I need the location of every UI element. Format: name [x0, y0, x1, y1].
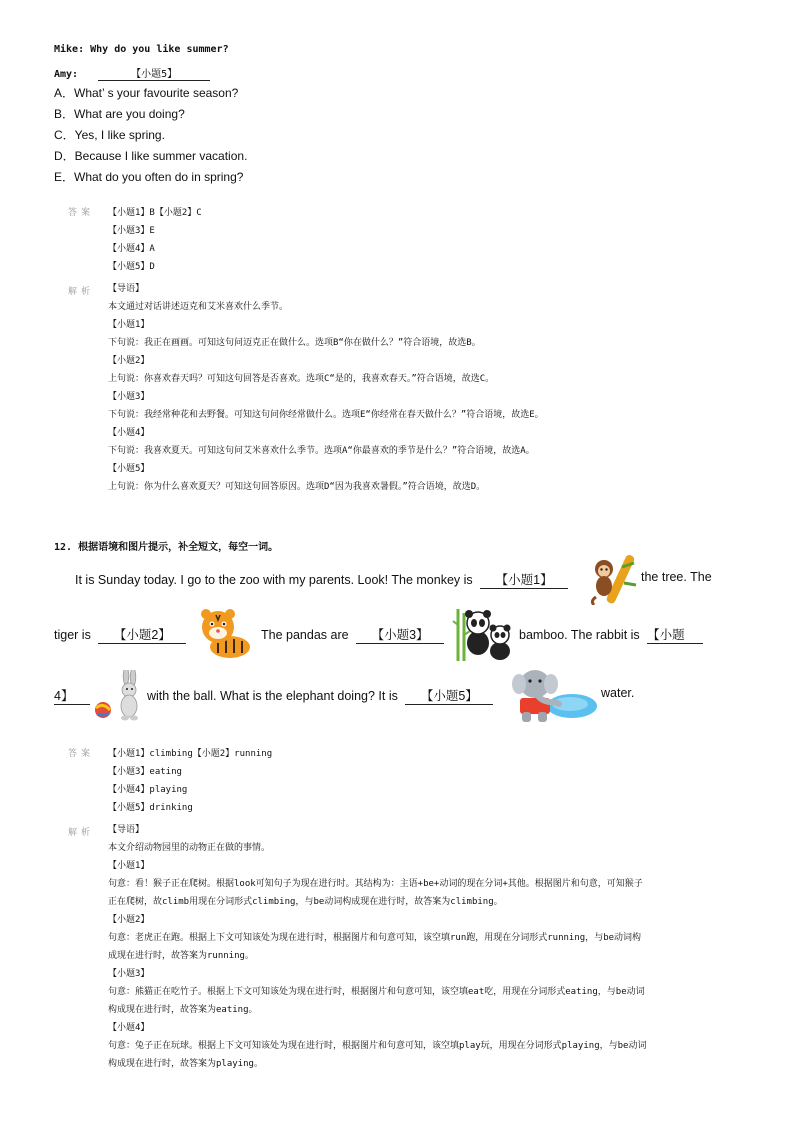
analysis-line: 本文介绍动物园里的动物正在做的事情。	[108, 843, 271, 853]
blank-4-end	[54, 686, 90, 705]
text: It is Sunday today. I go to the zoo with my parents. Look! The monkey is	[75, 573, 473, 587]
analysis-line: 【小题4】	[108, 428, 150, 438]
analysis-line: 句意：熊猫正在吃竹子。根据上下文可知该处为现在进行时，根据图片和句意可知，该空填eat吃，用现在分词形式eating，与be动词	[108, 987, 645, 997]
panda-icon	[452, 605, 516, 663]
mike-line: Mike: Why do you like summer?	[54, 44, 229, 55]
answer-line: 【小题1】climbing【小题2】running	[108, 749, 273, 759]
option-d: D．Because I like summer vacation.	[54, 149, 248, 163]
analysis-line: 句意：老虎正在跑。根据上下文可知该处为现在进行时，根据图片和句意可知，该空填run跑，用现在分词形式running，与be动词构	[108, 933, 642, 943]
analysis-line: 【导语】	[108, 284, 145, 294]
answer-line: 【小题4】playing	[108, 785, 188, 795]
answer-line: 【小题5】D	[108, 262, 155, 272]
analysis-line: 下句说：我喜欢夏天。可知这句问艾米喜欢什么季节。选项A“你最喜欢的季节是什么？”符合语境，故选A。	[108, 446, 535, 456]
analysis-line: 【导语】	[108, 825, 145, 835]
analysis-line: 下句说：我经常种花和去野餐。可知这句问你经常做什么。选项E“你经常在春天做什么？”符合语境，故选E。	[108, 410, 544, 420]
text: bamboo. The rabbit is	[519, 628, 640, 642]
option-b: B．What are you doing?	[54, 107, 185, 121]
analysis-line: 【小题3】	[108, 969, 150, 979]
analysis-line: 上句说：你喜欢春天吗？可知这句回答是否喜欢。选项C“是的，我喜欢春天。”符合语境，故选C。	[108, 374, 495, 384]
blank-5: 【小题5】	[98, 65, 210, 81]
q12-line-2	[54, 625, 186, 644]
q12-line-3	[147, 686, 493, 705]
analysis-line: 本文通过对话讲述迈克和艾米喜欢什么季节。	[108, 302, 289, 312]
analysis-line: 【小题2】	[108, 356, 150, 366]
text: The pandas are	[261, 628, 349, 642]
text: tiger is	[54, 628, 91, 642]
analysis-line: 【小题1】	[108, 861, 150, 871]
q12-line-2-end	[519, 625, 703, 644]
blank-4-end-text: 4】	[54, 686, 90, 705]
text: with the ball. What is the elephant doing? It is	[147, 689, 398, 703]
analysis-line: 【小题3】	[108, 392, 150, 402]
analysis-line: 【小题1】	[108, 320, 150, 330]
analysis-label: 解析	[68, 287, 95, 297]
blank-1: 【小题1】	[480, 570, 568, 589]
amy-label: Amy:	[54, 69, 79, 80]
amy-line	[54, 65, 210, 81]
analysis-block	[108, 280, 544, 496]
option-c: C．Yes, I like spring.	[54, 128, 165, 142]
answer-line: 【小题1】B【小题2】C	[108, 208, 202, 218]
analysis-line: 句意：看！猴子正在爬树。根据look可知句子为现在进行时。其结构为：主语+be+动词的现在分词+其他。根据图片和句意，可知猴子	[108, 879, 643, 889]
tiger-icon	[196, 605, 258, 661]
rabbit-icon	[92, 670, 144, 722]
answer-line: 【小题3】E	[108, 226, 155, 236]
analysis-line: 【小题4】	[108, 1023, 150, 1033]
analysis-line: 下句说：我正在画画。可知这句问迈克正在做什么。选项B“你在做什么？”符合语境，故选B。	[108, 338, 481, 348]
analysis-line: 【小题2】	[108, 915, 150, 925]
q12-line-1-end: the tree. The	[641, 570, 712, 584]
q12-line-3-end: water.	[601, 686, 635, 700]
answer-label: 答案	[68, 749, 95, 759]
analysis-line: 句意：兔子正在玩球。根据上下文可知该处为现在进行时，根据图片和句意可知，该空填play玩，用现在分词形式playing，与be动词	[108, 1041, 647, 1051]
elephant-icon	[510, 664, 598, 726]
blank-4-start: 【小题	[647, 625, 703, 644]
q12-line-2-mid	[261, 625, 444, 644]
answer-line: 【小题3】eating	[108, 767, 182, 777]
blank-5: 【小题5】	[405, 686, 493, 705]
analysis-line: 【小题5】	[108, 464, 150, 474]
monkey-icon	[586, 553, 638, 605]
option-e: E．What do you often do in spring?	[54, 170, 244, 184]
option-a: A．What’ s your favourite season?	[54, 86, 239, 100]
question-12-title: 12. 根据语境和图片提示，补全短文，每空一词。	[54, 542, 279, 553]
analysis-block	[108, 821, 738, 1073]
answer-label: 答案	[68, 208, 95, 218]
answer-line: 【小题4】A	[108, 244, 155, 254]
analysis-line: 构成现在进行时，故答案为eating。	[108, 1005, 258, 1015]
analysis-line: 上句说：你为什么喜欢夏天？可知这句回答原因。选项D“因为我喜欢暑假。”符合语境，故选D。	[108, 482, 486, 492]
answer-line: 【小题5】drinking	[108, 803, 193, 813]
analysis-line: 构成现在进行时，故答案为playing。	[108, 1059, 263, 1069]
analysis-line: 正在爬树，故climb用现在分词形式climbing，与be动词构成现在进行时，故答案为climbing。	[108, 897, 503, 907]
q12-line-1	[75, 570, 568, 589]
analysis-label: 解析	[68, 828, 95, 838]
blank-2: 【小题2】	[98, 625, 186, 644]
analysis-line: 成现在进行时，故答案为running。	[108, 951, 254, 961]
blank-3: 【小题3】	[356, 625, 444, 644]
